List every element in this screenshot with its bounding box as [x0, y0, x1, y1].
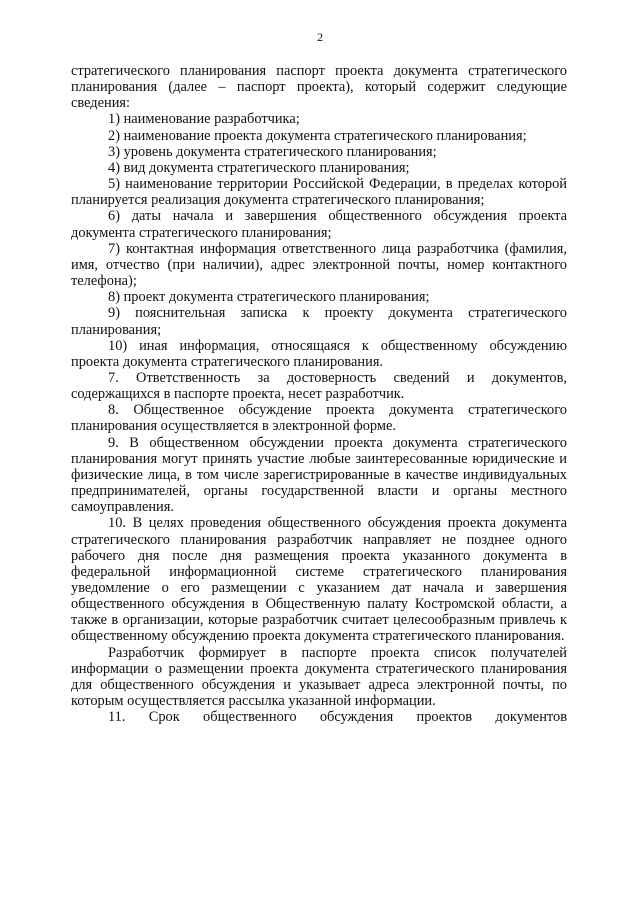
- paragraph-continuation: стратегического планирования паспорт проекта документа стратегического планирования (далее – паспорт проекта), который содержит следующие сведения:: [71, 63, 567, 112]
- clause-10-continuation: Разработчик формирует в паспорте проекта список получателей информации о размещении проекта документа стратегического планирования для общественного обсуждения и указывает адреса электронной почты, по которым осуществляется рассылка указанной информации.: [71, 644, 567, 710]
- list-item-4: 4) вид документа стратегического планирования;: [108, 159, 410, 176]
- list-item-7: 7) контактная информация ответственного лица разработчика (фамилия, имя, отчество (при наличии), адрес электронной почты, номер контактного телефона);: [71, 240, 567, 290]
- clause-7: 7. Ответственность за достоверность сведений и документов, содержащихся в паспорте проекта, несет разработчик.: [71, 369, 567, 403]
- list-item-2: 2) наименование проекта документа стратегического планирования;: [108, 127, 527, 144]
- clause-9: 9. В общественном обсуждении проекта документа стратегического планирования могут принять участие любые заинтересованные юридические и физические лица, в том числе зарегистрированные в качестве индивидуальных предпринимателей, органы государственной власти и органы местного самоуправления.: [71, 434, 567, 516]
- list-item-6: 6) даты начала и завершения общественного обсуждения проекта документа стратегического планирования;: [71, 208, 567, 241]
- list-item-1: 1) наименование разработчика;: [108, 111, 300, 128]
- list-item-3: 3) уровень документа стратегического планирования;: [108, 143, 437, 160]
- document-body: [71, 63, 567, 725]
- list-item-8: 8) проект документа стратегического планирования;: [108, 289, 430, 306]
- list-item-5: 5) наименование территории Российской Федерации, в пределах которой планируется реализация документа стратегического планирования;: [71, 176, 567, 209]
- clause-10: 10. В целях проведения общественного обсуждения проекта документа стратегического планирования разработчик направляет не позднее одного рабочего дня после дня размещения проекта указанного документа в федеральной информационной системе стратегического планирования уведомление о его размещении с указанием дат начала и завершения общественного обсуждения в Общественную палату Костромской области, а также в организации, которые разработчик считает целесообразным привлечь к общественному обсуждению проекта документа стратегического планирования.: [71, 515, 567, 645]
- clause-11: 11. Срок общественного обсуждения проектов документов: [108, 709, 567, 726]
- clause-8: 8. Общественное обсуждение проекта документа стратегического планирования осуществляется в электронной форме.: [71, 402, 567, 435]
- list-item-10: 10) иная информация, относящаяся к общественному обсуждению проекта документа стратегического планирования.: [71, 337, 567, 370]
- page-number: 2: [317, 30, 323, 44]
- list-item-9: 9) пояснительная записка к проекту документа стратегического планирования;: [71, 305, 567, 338]
